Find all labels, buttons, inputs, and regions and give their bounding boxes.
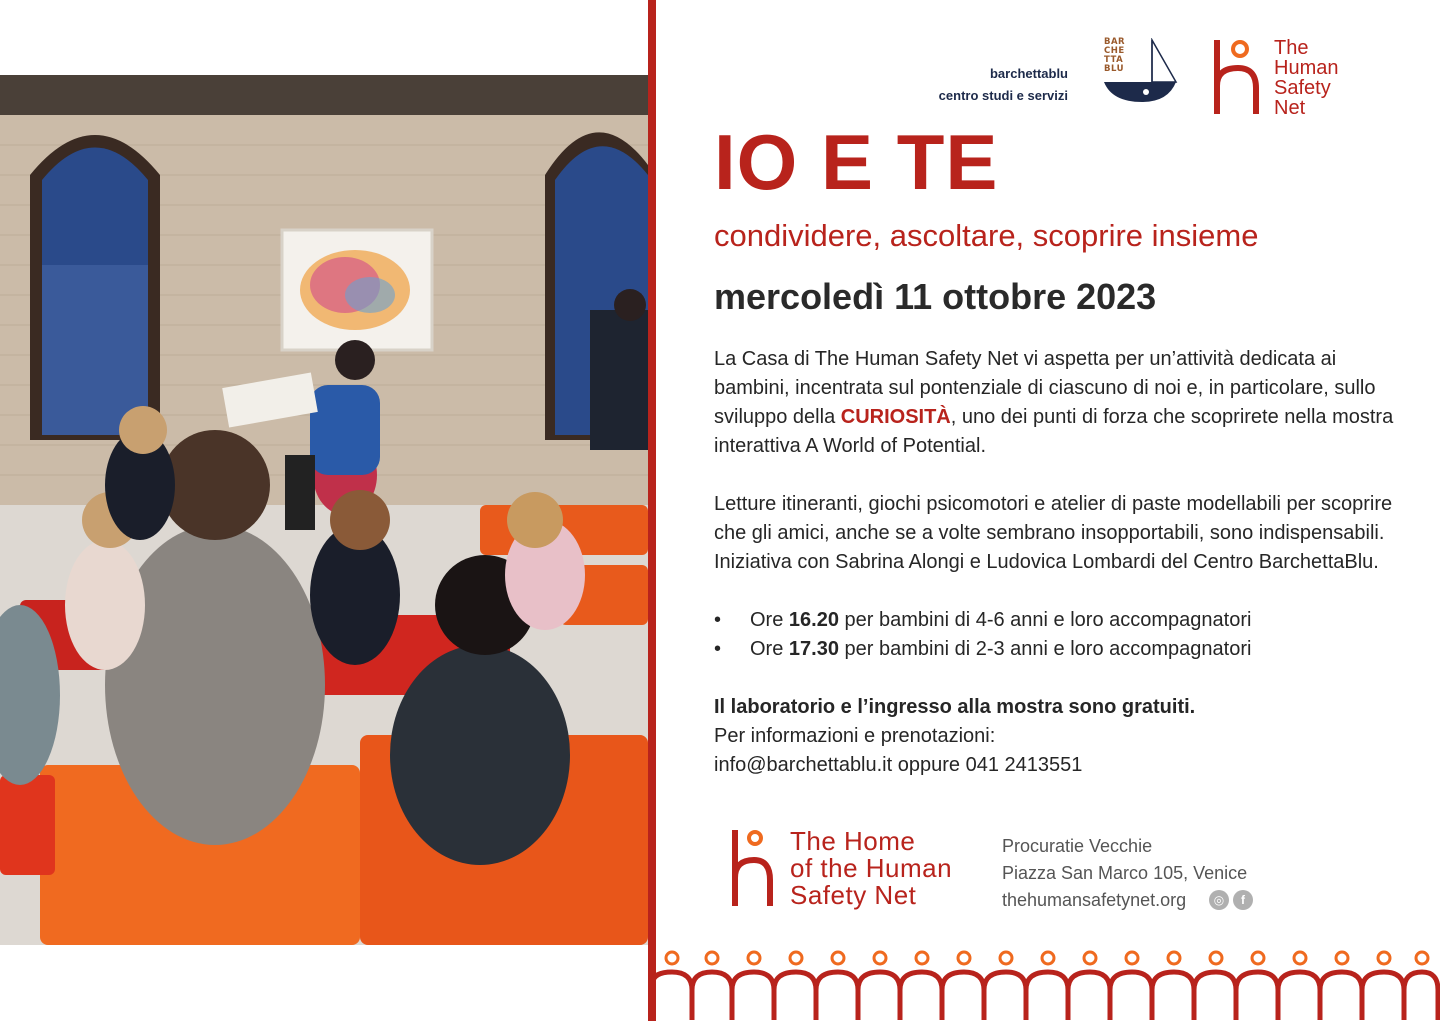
free-entry-note: Il laboratorio e l’ingresso alla mostra sono gratuiti. [714, 696, 1196, 718]
barchettablu-logo [938, 37, 1180, 108]
barchettablu-text [939, 63, 1068, 107]
decorative-border [650, 940, 1440, 1021]
facebook-icon[interactable]: f [1233, 890, 1253, 910]
hsn-line: The [1274, 37, 1309, 59]
event-description [714, 345, 1414, 780]
home-hsn-logo [730, 828, 990, 918]
bullet-icon: • [714, 609, 722, 631]
intro-text: La Casa di The Human Safety Net vi aspetta per un’attività dedicata ai bambini, incentrata sul pontenziale di ciascuno di noi e, in particolare, sullo sviluppo della [714, 348, 1376, 428]
event-photo [0, 75, 648, 945]
session-prefix: Ore [750, 609, 789, 631]
session-list [714, 606, 1414, 664]
intro-paragraph [714, 345, 1414, 461]
social-icons [1209, 890, 1269, 914]
hsn-h-icon [1210, 38, 1270, 118]
details-paragraph: Letture itineranti, giochi psicomotori e atelier di paste modellabili per scoprire che gli amici, anche se a volte sembrano insopportabili, sono indispensabili. Iniziativa con Sabrina Alongi e Ludovica Lombardi del Centro BarchettaBlu. [714, 493, 1393, 573]
event-subtitle: condividere, ascoltare, scoprire insieme [714, 218, 1259, 253]
website-link[interactable]: thehumansafetynet.org [1002, 890, 1187, 910]
hsn-line: Safety [1274, 77, 1331, 99]
home-wordmark [790, 828, 952, 909]
info-label: Per informazioni e prenotazioni: [714, 725, 996, 747]
session-text: per bambini di 4-6 anni e loro accompagnatori [838, 609, 1252, 631]
address-place: Procuratie Vecchie [1002, 836, 1153, 856]
home-line: of the Human [790, 853, 953, 883]
event-date: mercoledì 11 ottobre 2023 [714, 276, 1157, 317]
address-street: Piazza San Marco 105, Venice [1002, 863, 1248, 883]
barchettablu-tagline: centro studi e servizi [938, 88, 1068, 103]
barchettablu-name: barchettablu [989, 66, 1068, 81]
bullet-icon: • [714, 638, 722, 660]
session-prefix: Ore [750, 638, 789, 660]
curiosity-highlight: CURIOSITÀ [840, 406, 951, 428]
red-vertical-divider [648, 0, 656, 1021]
barchettablu-wordmark [1104, 38, 1125, 74]
intro-text-end: , uno dei punti di forza che scoprirete nella mostra interattiva A World of Potential. [714, 406, 1394, 457]
contact-info[interactable]: info@barchettablu.it oppure 041 2413551 [714, 754, 1083, 776]
session-text: per bambini di 2-3 anni e loro accompagnatori [838, 638, 1252, 660]
home-h-icon [730, 828, 780, 910]
home-line: Safety Net [790, 880, 917, 910]
session-item [714, 606, 1414, 635]
wordmark-line: BAR [1104, 37, 1126, 47]
boat-icon [1102, 38, 1180, 106]
hsn-line: Net [1274, 97, 1306, 119]
session-time: 16.20 [788, 609, 839, 631]
wordmark-line: CHE [1104, 46, 1125, 56]
human-safety-net-logo [1210, 38, 1370, 118]
session-time: 17.30 [788, 638, 839, 660]
wordmark-line: TTA [1104, 55, 1124, 65]
event-title: IO E TE [714, 118, 999, 206]
hsn-line: Human [1274, 57, 1339, 79]
home-line: The Home [790, 826, 916, 856]
session-item [714, 635, 1414, 664]
wordmark-line: BLU [1104, 64, 1124, 74]
hsn-wordmark [1274, 38, 1338, 118]
instagram-icon[interactable]: ◎ [1209, 890, 1229, 910]
